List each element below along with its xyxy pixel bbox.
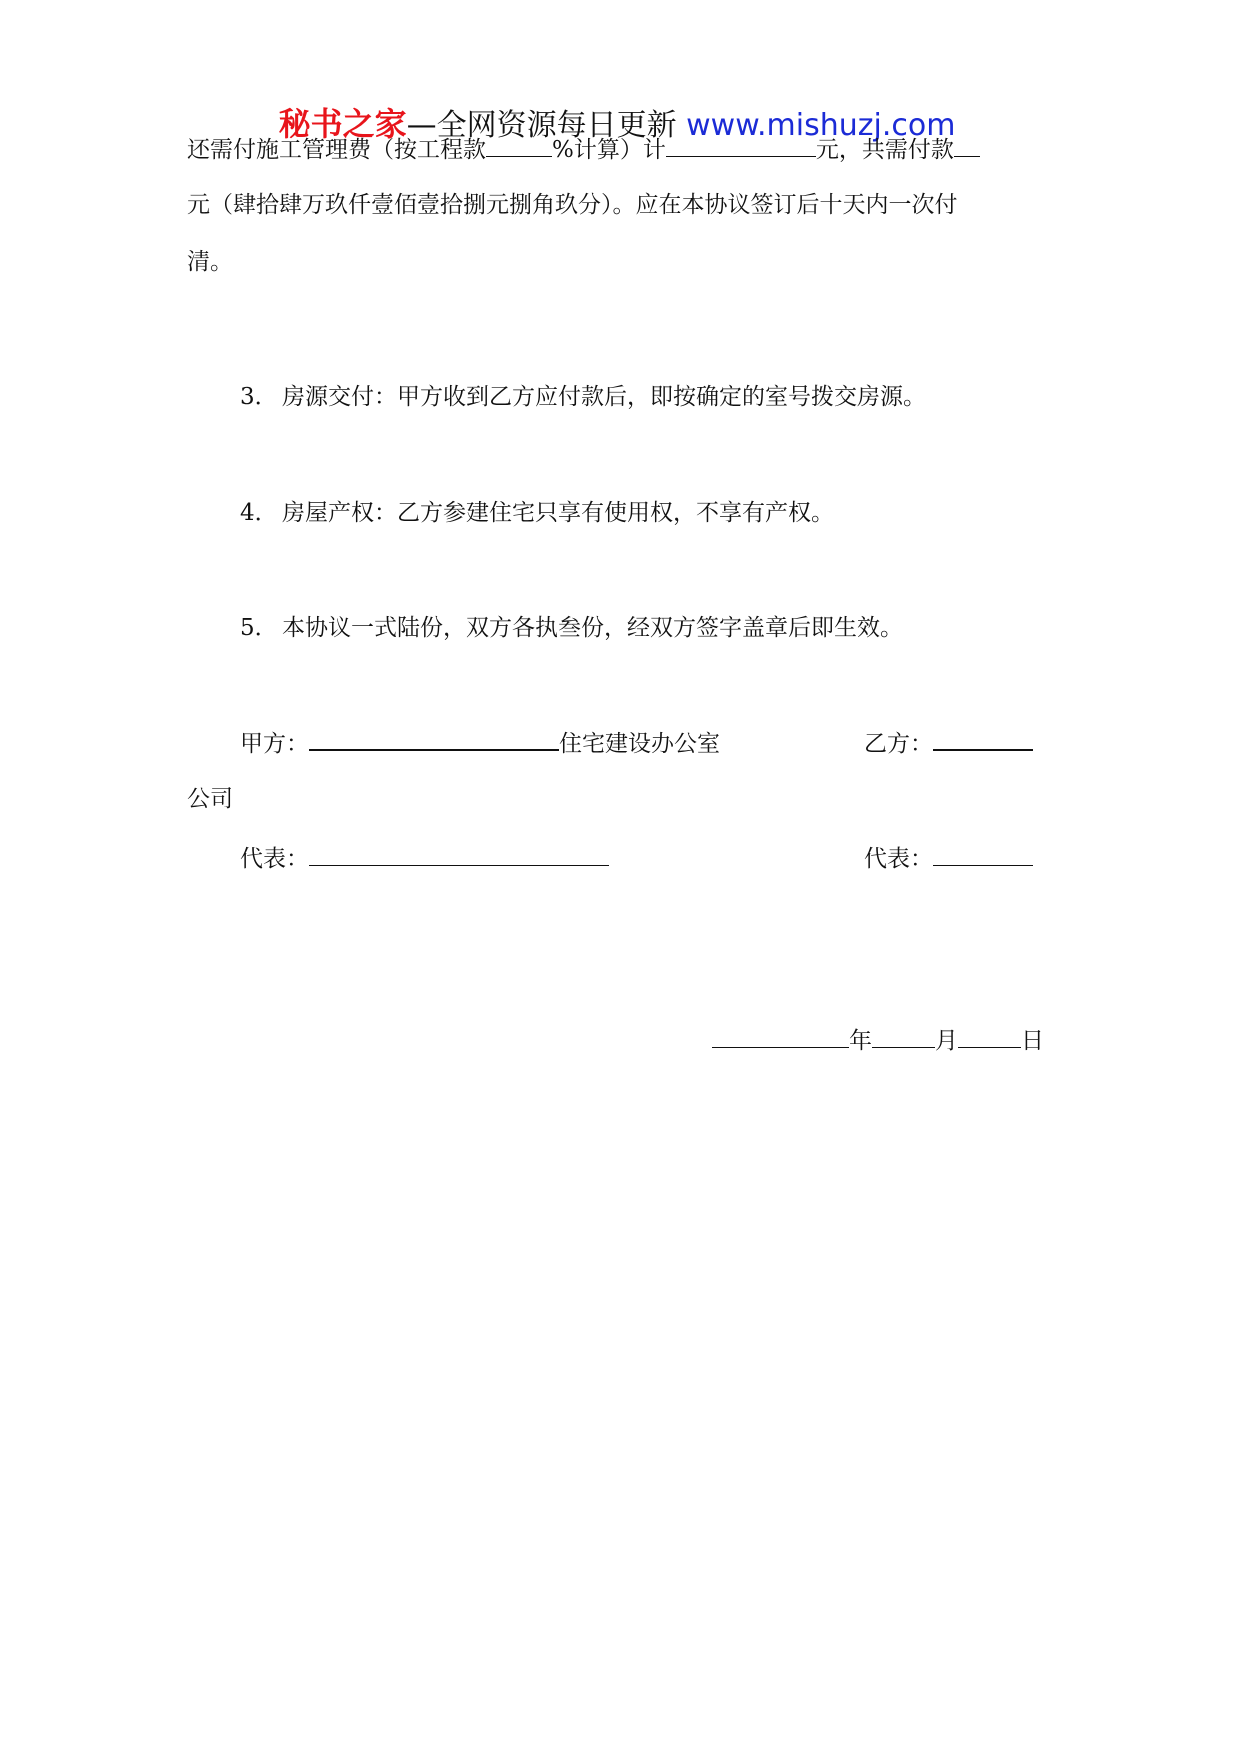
clause-4-number: 4． <box>240 500 278 526</box>
paragraph-line-2: 元（肆拾肆万玖仟壹佰壹拾捌元捌角玖分）。应在本协议签订后十天内一次付 <box>187 192 958 218</box>
fee-text-b: %计算）计 <box>552 137 666 163</box>
header-brand: 秘书之家 <box>278 105 407 143</box>
clause-3-text: 房源交付：甲方收到乙方应付款后，即按确定的室号拨交房源。 <box>282 384 926 410</box>
year-label: 年 <box>849 1028 872 1054</box>
rep-a-row <box>240 843 609 875</box>
day-label: 日 <box>1021 1028 1044 1054</box>
rep-a-label: 代表： <box>240 846 309 872</box>
party-b-label: 乙方： <box>864 731 933 757</box>
party-b-signature-line <box>933 727 1033 751</box>
party-a-signature-line <box>309 727 559 751</box>
party-a-org: 住宅建设办公室 <box>559 731 720 757</box>
month-label: 月 <box>935 1028 958 1054</box>
party-b-row <box>864 727 1033 760</box>
total-blank <box>954 134 980 157</box>
day-blank <box>958 1025 1021 1048</box>
rep-b-label: 代表： <box>864 846 933 872</box>
party-a-row <box>240 727 720 760</box>
header-slogan: —全网资源每日更新 <box>406 108 677 143</box>
fee-text-a: 还需付施工管理费（按工程款 <box>187 137 486 163</box>
month-blank <box>872 1025 935 1048</box>
clause-5 <box>240 612 903 644</box>
clause-4 <box>240 497 834 529</box>
party-a-label: 甲方： <box>240 731 309 757</box>
clause-4-text: 房屋产权：乙方参建住宅只享有使用权，不享有产权。 <box>282 500 834 526</box>
amount-blank <box>666 134 816 157</box>
rep-a-signature-line <box>309 843 609 866</box>
clause-3-number: 3． <box>240 384 278 410</box>
date-row <box>712 1025 1044 1057</box>
rep-b-row <box>864 843 1033 875</box>
year-blank <box>712 1025 849 1048</box>
fee-text-c: 元，共需付款 <box>815 137 954 163</box>
rep-b-signature-line <box>933 843 1033 866</box>
party-b-suffix: 公司 <box>187 786 233 812</box>
clause-5-number: 5． <box>240 615 278 641</box>
paragraph-line-1 <box>187 134 980 166</box>
clause-3 <box>240 381 926 413</box>
percent-blank <box>486 134 552 157</box>
paragraph-line-3: 清。 <box>187 249 233 275</box>
header-url-link[interactable]: www.mishuzj.com <box>686 108 956 143</box>
clause-5-text: 本协议一式陆份，双方各执叁份，经双方签字盖章后即生效。 <box>282 615 903 641</box>
